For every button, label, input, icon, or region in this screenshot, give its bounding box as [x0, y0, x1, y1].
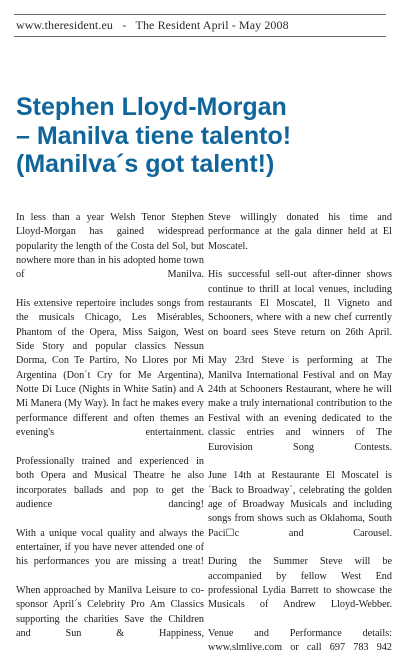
article-column-left: [16, 211, 204, 656]
header-issue: The Resident April - May 2008: [135, 18, 289, 32]
paragraph: His extensive repertoire includes songs from the musicals Chicago, Les Misérables, Phantom of the Opera, Miss Saigon, West Side Story and popular classics Nessun Dorma, Con Te Partiro, No Llores por Mi Argentina (Don´t Cry for Me Argentina), Notte Di Luce (Nights in White Satin) and A Mi Manera (My Way). In fact he makes every performance different and often themes an evening's entertainment.: [16, 298, 204, 439]
paragraph: Venue and Performance details: www.slmlive.com or call 697 783 942: [208, 627, 392, 654]
article-column-right: [208, 211, 392, 670]
paragraph: Steve willingly donated his time and performance at the gala dinner held at El Moscatel.: [208, 212, 392, 252]
paragraph: In less than a year Welsh Tenor Stephen Lloyd-Morgan has gained widespread popularity the length of the Costa del Sol, but nowhere more than in his adopted home town of Manilva.: [16, 212, 204, 281]
header-rule-top: [14, 14, 386, 15]
header-rule-bottom: [14, 36, 386, 37]
paragraph: When approached by Manilva Leisure to co-sponsor April´s Celebrity Pro Am Classics supporting the charities Save the Children and Sun & Happiness,: [16, 584, 204, 639]
paragraph: During the Summer Steve will be accompanied by fellow West End professional Lydia Barrett to showcase the Musicals of Andrew Lloyd-Webber.: [208, 556, 392, 611]
header-text: [16, 18, 289, 33]
header-site: www.theresident.eu: [16, 18, 113, 32]
paragraph: With a unique vocal quality and always the entertainer, if you have never attended one of his performances you are missing a treat!: [16, 527, 204, 568]
article-title: [16, 93, 388, 179]
title-line: Stephen Lloyd-Morgan: [16, 93, 287, 121]
paragraph: Professionally trained and experienced in both Opera and Musical Theatre he also incorporates ballads and pop to get the audience dancing!: [16, 455, 204, 510]
paragraph: June 14th at Restaurante El Moscatel is ´Back to Broadway´, celebrating the golden age of Broadway Musicals and including songs from shows such as Oklahoma, South Paci☐c and Carousel.: [208, 470, 392, 539]
paragraph: His successful sell-out after-dinner shows continue to thrill at local venues, including restaurants El Moscatel, Il Vigneto and Schooners, where with a new chef currently on board sees Steve return on 26th April.: [208, 269, 392, 338]
page-header: [0, 14, 400, 36]
title-line: (Manilva´s got talent!): [16, 150, 275, 178]
paragraph: May 23rd Steve is performing at The Manilva International Festival and on May 24th at Schooners Restaurant, where he will make a truly international contribution to the Festival with an evening dedicated to the classic entries and winners of The Eurovision Song Contests.: [208, 355, 392, 453]
header-separator: -: [122, 18, 127, 32]
title-line: – Manilva tiene talento!: [16, 121, 292, 150]
